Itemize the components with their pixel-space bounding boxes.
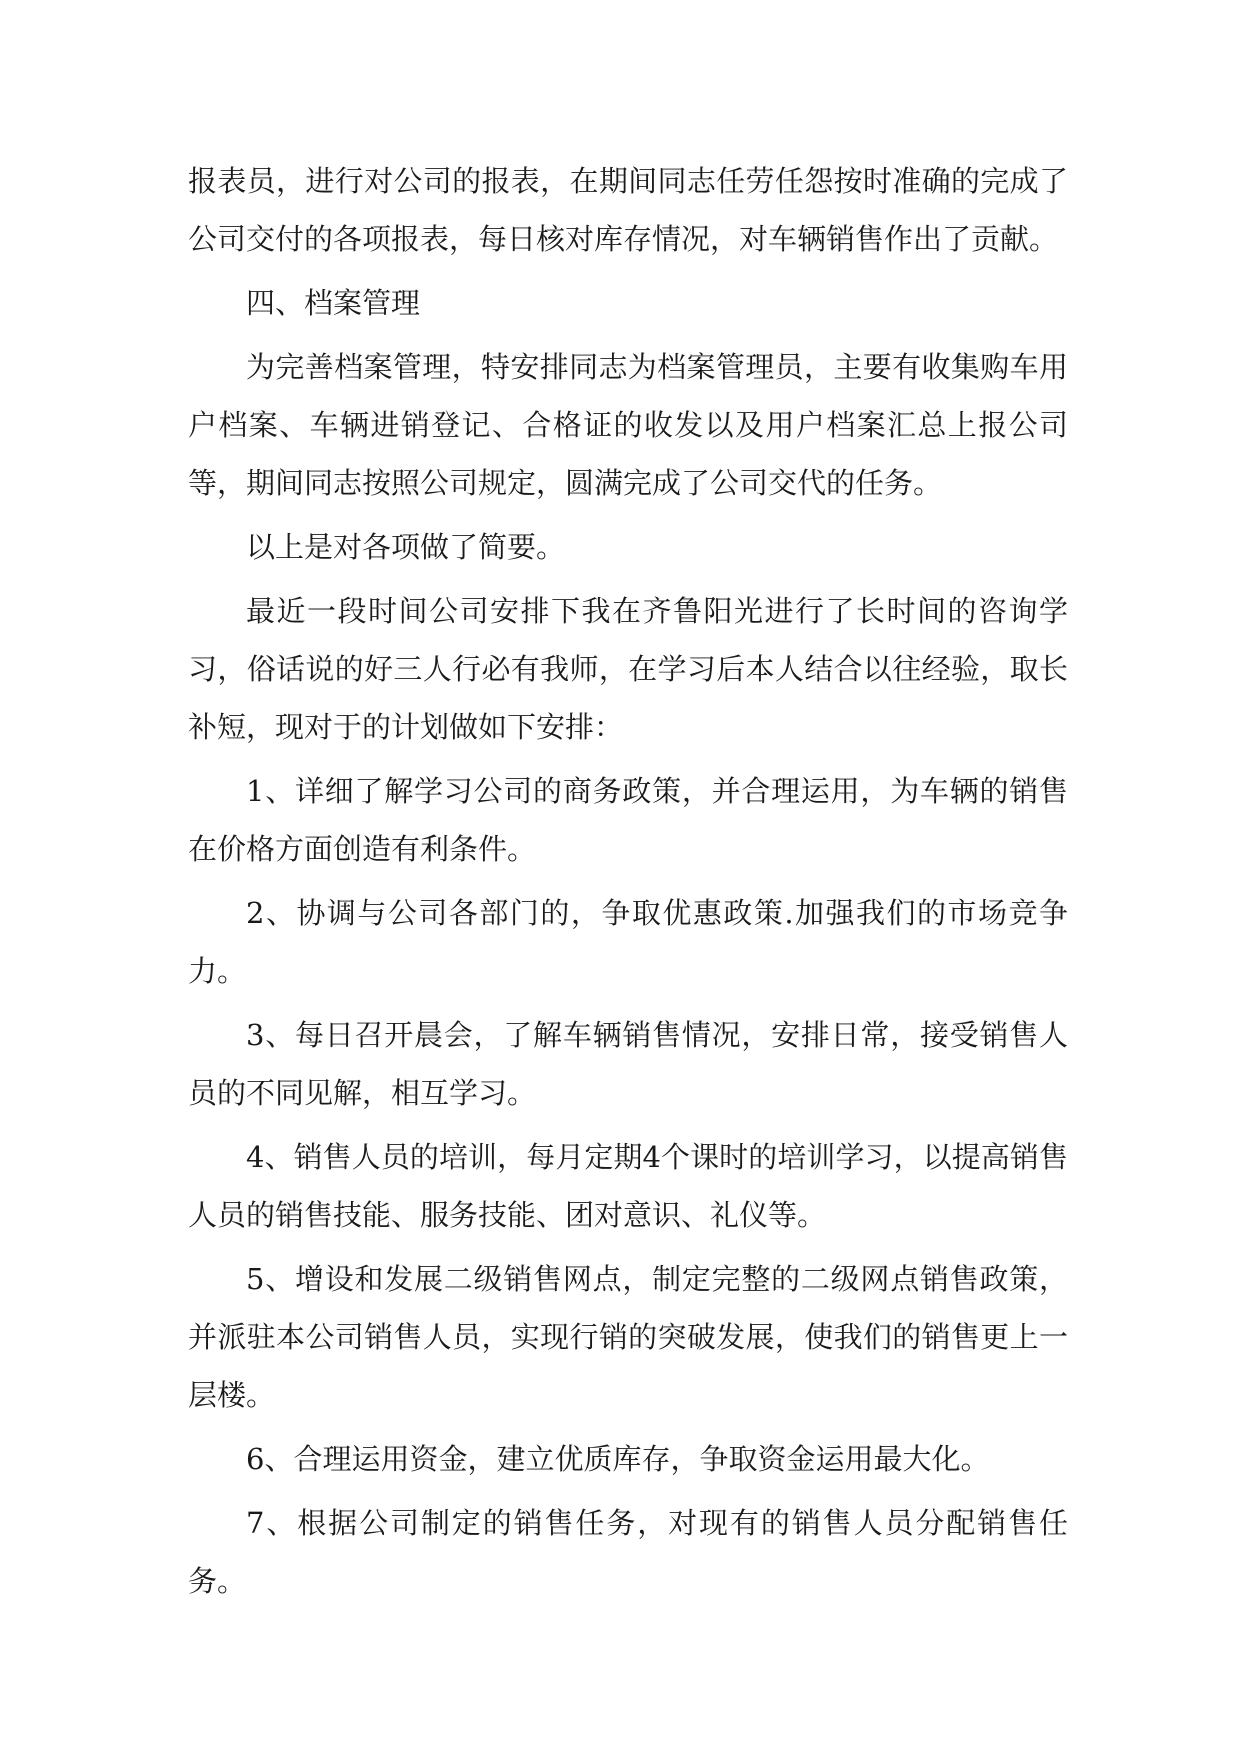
document-body (188, 152, 1068, 1616)
paragraph-archive-management: 为完善档案管理，特安排同志为档案管理员，主要有收集购车用户档案、车辆进销登记、合格证的收发以及用户档案汇总上报公司等，期间同志按照公司规定，圆满完成了公司交代的任务。 (188, 350, 1068, 500)
section-heading-archive-management: 四、档案管理 (246, 286, 421, 320)
paragraph-summary: 以上是对各项做了简要。 (246, 530, 566, 564)
plan-item-1: 1、详细了解学习公司的商务政策，并合理运用，为车辆的销售在价格方面创造有利条件。 (188, 774, 1068, 866)
plan-item-6: 6、合理运用资金，建立优质库存，争取资金运用最大化。 (246, 1442, 990, 1476)
paragraph-plan-intro: 最近一段时间公司安排下我在齐鲁阳光进行了长时间的咨询学习，俗话说的好三人行必有我师，在学习后本人结合以往经验，取长补短，现对于的计划做如下安排： (188, 594, 1068, 744)
plan-item-4: 4、销售人员的培训，每月定期4个课时的培训学习，以提高销售人员的销售技能、服务技能、团对意识、礼仪等。 (188, 1140, 1068, 1232)
plan-item-5: 5、增设和发展二级销售网点，制定完整的二级网点销售政策，并派驻本公司销售人员，实现行销的突破发展，使我们的销售更上一层楼。 (188, 1262, 1068, 1412)
plan-item-3: 3、每日召开晨会，了解车辆销售情况，安排日常，接受销售人员的不同见解，相互学习。 (188, 1018, 1068, 1110)
paragraph-continuation: 报表员，进行对公司的报表，在期间同志任劳任怨按时准确的完成了公司交付的各项报表，每日核对库存情况，对车辆销售作出了贡献。 (188, 164, 1068, 256)
plan-item-7: 7、根据公司制定的销售任务，对现有的销售人员分配销售任务。 (188, 1506, 1068, 1598)
plan-item-2: 2、协调与公司各部门的，争取优惠政策.加强我们的市场竞争力。 (188, 896, 1068, 988)
